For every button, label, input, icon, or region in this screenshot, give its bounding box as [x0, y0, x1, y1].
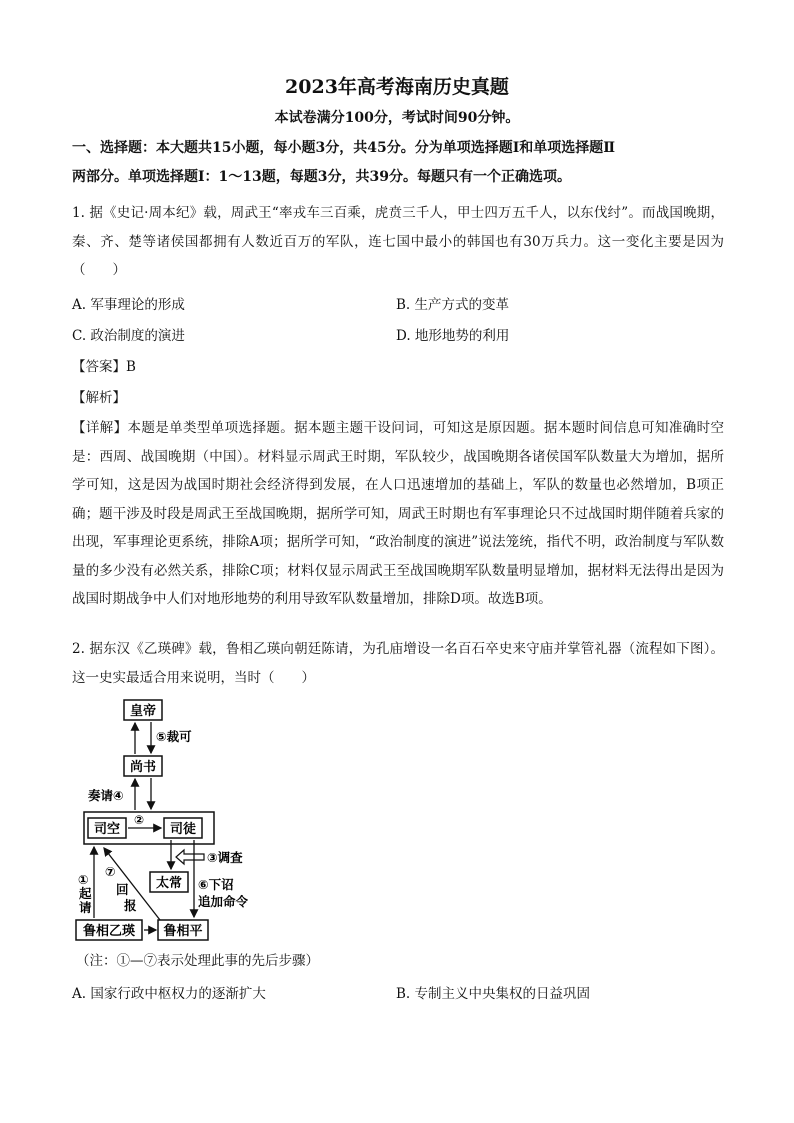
q1-option-a: A. 军事理论的形成 — [72, 297, 185, 313]
question-2-stem: 2. 据东汉《乙瑛碑》载，鲁相乙瑛向朝廷陈请，为孔庙增设一名百石卒史来守庙并掌管礼器（流程如下图）。这一史实最适合用来说明，当时（ ） — [72, 641, 724, 686]
label-step-7-b: 报 — [124, 898, 137, 913]
exam-subtitle: 本试卷满分100分，考试时间90分钟。 — [274, 110, 520, 126]
q2-option-a: A. 国家行政中枢权力的逐渐扩大 — [72, 986, 266, 1002]
q2-option-b: B. 专制主义中央集权的日益巩固 — [396, 986, 591, 1002]
label-luxiangping: 鲁相平 — [163, 924, 203, 939]
label-situ: 司徒 — [169, 822, 197, 837]
label-step-1-num: ① — [78, 872, 89, 887]
label-taichang: 太常 — [155, 876, 183, 891]
section-heading-line-2: 两部分。单项选择题Ⅰ：1～13题，每题3分，共39分。每题只有一个正确选项。 — [72, 169, 571, 185]
label-step-1-a: 起 — [79, 886, 92, 901]
label-shangshu: 尚书 — [129, 760, 157, 775]
label-step-7-a: 回 — [116, 882, 129, 897]
page-title: 2023年高考海南历史真题 — [285, 76, 509, 98]
label-step-6a: ⑥下诏 — [198, 877, 234, 892]
q1-option-c: C. 政治制度的演进 — [72, 328, 185, 344]
label-step-2: ② — [134, 813, 145, 827]
label-emperor: 皇帝 — [129, 704, 157, 719]
label-yiying: 鲁相乙瑛 — [82, 924, 136, 939]
q1-answer: 【答案】B — [72, 359, 136, 375]
section-heading-line-1: 一、选择题：本大题共15小题，每小题3分，共45分。分为单项选择题Ⅰ和单项选择题Ⅱ — [72, 140, 616, 156]
label-step-5: ⑤裁可 — [156, 729, 192, 744]
label-step-3: ③调查 — [207, 850, 243, 865]
label-step-1-b: 请 — [79, 900, 92, 915]
label-step-6b: 追加命令 — [198, 894, 249, 909]
question-1-stem: 1. 据《史记·周本纪》载，周武王“率戎车三百乘，虎贲三千人，甲士四万五千人，以东伐纣”。而战国晚期，秦、齐、楚等诸侯国都拥有人数近百万的军队，连七国中最小的韩国也有30万兵力。这一变化主要是因为（ ） — [72, 205, 724, 278]
label-step-4: 奏请④ — [88, 788, 124, 803]
q1-analysis-heading: 【解析】 — [72, 390, 126, 406]
label-sikong: 司空 — [93, 822, 121, 837]
q1-detail-explanation: 【详解】本题是单类型单项选择题。据本题主题干设问词，可知这是原因题。据本题时间信息可知准确时空是：西周、战国晚期（中国）。材料显示周武王时期，军队较少，战国晚期各诸侯国军队数量大为增加，据所学可知，这是因为战国时期社会经济得到发展，在人口迅速增加的基础上，军队的数量也必然增加，B项正确；题干涉及时段是周武王至战国晚期，据所学可知，周武王时期也有军事理论只不过战国时期伴随着兵家的出现，军事理论更系统，排除A项；据所学可知，“政治制度的演进”说法笼统，指代不明，政治制度与军队数量的多少没有必然关系，排除C项；材料仅显示周武王至战国晚期军队数量明显增加，据材料无法得出是因为战国时期战争中人们对地形地势的利用导致军队数量增加，排除D项。故选B项。 — [72, 420, 724, 607]
q1-option-b: B. 生产方式的变革 — [396, 297, 510, 313]
q1-option-d: D. 地形地势的利用 — [396, 328, 510, 344]
diagram-note: （注：①—⑦表示处理此事的先后步骤） — [76, 953, 319, 969]
label-step-7-num: ⑦ — [105, 864, 116, 879]
process-flow-diagram — [72, 694, 272, 946]
